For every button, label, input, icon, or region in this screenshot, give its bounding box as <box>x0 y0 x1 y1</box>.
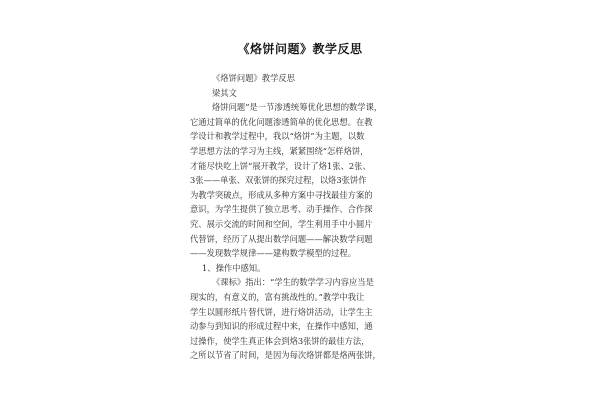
document-body <box>190 71 414 363</box>
body-line-author: 梁其文 <box>212 87 237 98</box>
body-line: 烙饼问题”是一节渗透统筹优化思想的数学课， <box>212 102 383 113</box>
body-line: 才能尽快吃上饼”展开教学，设计了烙1张、2张、 <box>190 160 371 171</box>
body-line: 学设计和教学过程中，我以“烙饼”为主题，以数 <box>190 131 365 142</box>
body-line: 动参与到知识的形成过程中来，在操作中感知，通 <box>190 321 373 332</box>
body-line: 究、展示交流的时间和空间，学生利用手中小圆片 <box>190 218 373 229</box>
body-line: 代替饼，经历了从提出数学问题——解决数学问题 <box>190 233 373 244</box>
body-line: 现实的，有意义的，富有挑战性的。”教学中我让 <box>190 291 365 302</box>
body-line: 学思想方法的学习为主线，紧紧围绕“怎样烙饼， <box>190 145 369 156</box>
body-line: 过操作，使学生真正体会到烙3张饼的最佳方法， <box>190 335 370 346</box>
body-line: ——发现数学规律——建构数学模型的过程。 <box>190 248 356 259</box>
body-line: 它通过简单的优化问题渗透简单的优化思想。在教 <box>190 116 373 127</box>
body-line: 3张——单张、双张饼的探究过程，以烙3张饼作 <box>190 175 367 186</box>
body-line-section-heading: 1、操作中感知。 <box>202 262 266 273</box>
document-title: 《烙饼问题》教学反思 <box>237 42 363 56</box>
body-line: 意识，为学生提供了独立思考、动手操作、合作探 <box>190 204 373 215</box>
body-line: 《课标》指出：“学生的数学学习内容应当是 <box>212 277 374 288</box>
body-line: 为教学突破点，形成从多种方案中寻找最佳方案的 <box>190 189 373 200</box>
body-line: 学生以圆形纸片替代饼，进行烙饼活动，让学生主 <box>190 306 373 317</box>
body-line-heading: 《烙饼问题》教学反思 <box>212 73 295 83</box>
body-line: 之所以节省了时间，是因为每次烙饼都是烙两张饼， <box>190 350 381 361</box>
